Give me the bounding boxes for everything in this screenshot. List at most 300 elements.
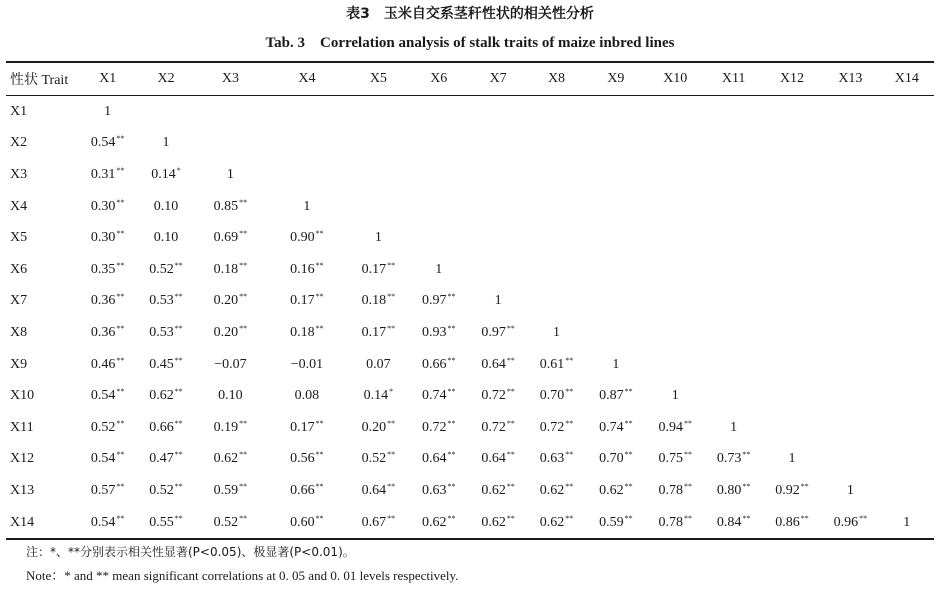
table-cell bbox=[586, 317, 646, 349]
cell-value: 0.64 bbox=[361, 482, 387, 498]
column-header-x9: X9 bbox=[607, 71, 625, 86]
row-label: X4 bbox=[10, 198, 28, 214]
table-cell bbox=[880, 96, 934, 128]
table-cell bbox=[137, 317, 195, 349]
table-cell bbox=[646, 128, 704, 160]
cell-value: 0.52 bbox=[361, 451, 387, 467]
table-cell bbox=[195, 128, 265, 160]
table-cell bbox=[137, 475, 195, 507]
table-cell bbox=[195, 412, 265, 444]
table-cell bbox=[409, 96, 469, 128]
table-cell bbox=[527, 317, 585, 349]
table-cell bbox=[266, 222, 349, 254]
table-cell bbox=[704, 412, 762, 444]
cell-value: 0.52 bbox=[90, 419, 116, 435]
cell-value: 1 bbox=[788, 451, 796, 467]
table-cell bbox=[137, 380, 195, 412]
table-row bbox=[6, 222, 934, 254]
significance-mark: ** bbox=[506, 450, 515, 460]
table-cell bbox=[646, 159, 704, 191]
cell-value: 0.63 bbox=[539, 451, 565, 467]
significance-mark: ** bbox=[315, 513, 324, 523]
table-cell bbox=[348, 380, 408, 412]
table-cell bbox=[195, 475, 265, 507]
cell-value: 0.57 bbox=[90, 482, 116, 498]
significance-mark: ** bbox=[624, 513, 633, 523]
cell-value: 0.62 bbox=[481, 482, 506, 498]
significance-mark: ** bbox=[506, 418, 515, 428]
cell-value: 0.59 bbox=[213, 482, 239, 498]
significance-mark: ** bbox=[624, 450, 633, 460]
table-cell bbox=[704, 380, 762, 412]
significance-mark: * bbox=[176, 165, 181, 175]
cell-value: 0.78 bbox=[658, 482, 683, 498]
table-row bbox=[6, 96, 934, 128]
cell-value: 1 bbox=[435, 261, 443, 277]
correlation-table bbox=[6, 61, 934, 540]
table-cell bbox=[586, 254, 646, 286]
significance-mark: ** bbox=[174, 450, 183, 460]
cell-value: 0.62 bbox=[539, 482, 565, 498]
table-cell bbox=[195, 507, 265, 540]
significance-mark: ** bbox=[116, 481, 125, 491]
cell-value: 0.72 bbox=[422, 419, 447, 435]
cell-value: 0.20 bbox=[213, 324, 239, 340]
cell-value: 0.78 bbox=[658, 514, 683, 530]
cell-value: 0.14 bbox=[363, 388, 389, 404]
table-cell bbox=[348, 159, 408, 191]
table-cell bbox=[763, 507, 821, 540]
table-row bbox=[6, 128, 934, 160]
table-cell bbox=[137, 222, 195, 254]
table-cell bbox=[195, 286, 265, 318]
significance-mark: ** bbox=[116, 165, 125, 175]
significance-mark: ** bbox=[387, 450, 396, 460]
cell-value: 0.18 bbox=[213, 261, 239, 277]
cell-value: 0.10 bbox=[153, 198, 179, 214]
significance-mark: ** bbox=[174, 387, 183, 397]
table-cell bbox=[527, 254, 585, 286]
table-cell bbox=[409, 349, 469, 381]
cell-value: 0.66 bbox=[149, 419, 174, 435]
table-cell bbox=[348, 349, 408, 381]
significance-mark: ** bbox=[174, 481, 183, 491]
significance-mark: ** bbox=[116, 418, 125, 428]
cell-value: 0.47 bbox=[149, 451, 174, 467]
table-cell bbox=[586, 380, 646, 412]
significance-mark: ** bbox=[447, 355, 456, 365]
cell-value: 0.74 bbox=[599, 419, 624, 435]
table-cell bbox=[348, 475, 408, 507]
significance-mark: ** bbox=[859, 513, 868, 523]
table-cell bbox=[646, 507, 704, 540]
table-cell bbox=[78, 349, 136, 381]
cell-value: 1 bbox=[903, 514, 911, 530]
table-cell bbox=[78, 159, 136, 191]
table-row bbox=[6, 159, 934, 191]
cell-value: 0.70 bbox=[539, 388, 565, 404]
table-cell bbox=[195, 317, 265, 349]
table-cell bbox=[469, 159, 527, 191]
significance-mark: ** bbox=[684, 513, 692, 523]
table-cell bbox=[763, 128, 821, 160]
table-cell bbox=[586, 159, 646, 191]
significance-mark: ** bbox=[447, 481, 456, 491]
significance-mark: ** bbox=[116, 323, 125, 333]
table-cell bbox=[763, 286, 821, 318]
table-cell bbox=[78, 191, 136, 223]
table-cell bbox=[821, 286, 879, 318]
cell-value: 0.52 bbox=[213, 514, 239, 530]
table-cell bbox=[527, 286, 585, 318]
cell-value: 0.85 bbox=[213, 198, 239, 214]
table-cell bbox=[880, 159, 934, 191]
cell-value: 0.36 bbox=[90, 324, 116, 340]
table-title-english: Tab. 3 Correlation analysis of stalk traits of maize inbred lines bbox=[265, 35, 675, 51]
table-cell bbox=[195, 380, 265, 412]
table-row bbox=[6, 286, 934, 318]
table-cell bbox=[409, 507, 469, 540]
table-cell bbox=[586, 444, 646, 476]
column-header-x5: X5 bbox=[369, 71, 387, 86]
significance-mark: ** bbox=[116, 513, 125, 523]
cell-value: 0.45 bbox=[149, 356, 174, 372]
table-cell bbox=[821, 317, 879, 349]
table-cell bbox=[266, 507, 349, 540]
cell-value: 0.74 bbox=[422, 388, 447, 404]
cell-value: 0.18 bbox=[361, 293, 387, 309]
table-cell bbox=[821, 191, 879, 223]
significance-mark: ** bbox=[387, 513, 396, 523]
cell-value: 1 bbox=[374, 230, 382, 246]
row-label: X3 bbox=[10, 166, 28, 182]
cell-value: 0.66 bbox=[422, 356, 447, 372]
table-cell bbox=[137, 191, 195, 223]
table-row bbox=[6, 507, 934, 540]
significance-mark: ** bbox=[447, 418, 456, 428]
table-body bbox=[6, 96, 934, 540]
cell-value: 0.62 bbox=[599, 482, 624, 498]
table-cell bbox=[821, 254, 879, 286]
table-cell bbox=[266, 191, 349, 223]
table-cell bbox=[469, 286, 527, 318]
row-label: X13 bbox=[10, 482, 35, 498]
significance-mark: ** bbox=[174, 260, 183, 270]
table-cell bbox=[646, 222, 704, 254]
table-cell bbox=[78, 317, 136, 349]
column-header-x3: X3 bbox=[221, 71, 239, 86]
significance-mark: ** bbox=[624, 481, 633, 491]
cell-value: 1 bbox=[612, 356, 620, 372]
cell-value: 0.30 bbox=[90, 198, 116, 214]
table-row bbox=[6, 380, 934, 412]
table-cell bbox=[348, 222, 408, 254]
significance-mark: ** bbox=[315, 418, 324, 428]
table-cell bbox=[586, 475, 646, 507]
table-cell bbox=[880, 349, 934, 381]
cell-value: 0.17 bbox=[361, 261, 387, 277]
significance-mark: ** bbox=[387, 323, 396, 333]
significance-mark: ** bbox=[315, 450, 324, 460]
cell-value: 0.36 bbox=[90, 293, 116, 309]
table-cell bbox=[821, 159, 879, 191]
table-cell bbox=[763, 96, 821, 128]
table-cell bbox=[586, 412, 646, 444]
table-cell bbox=[704, 349, 762, 381]
table-cell bbox=[704, 444, 762, 476]
significance-mark: ** bbox=[742, 481, 751, 491]
table-cell bbox=[646, 380, 704, 412]
cell-value: 0.62 bbox=[149, 388, 174, 404]
row-label: X11 bbox=[10, 419, 34, 435]
table-cell bbox=[527, 412, 585, 444]
table-cell bbox=[409, 254, 469, 286]
header-row bbox=[6, 62, 934, 96]
cell-value: 0.59 bbox=[599, 514, 624, 530]
table-cell bbox=[409, 159, 469, 191]
table-cell bbox=[586, 222, 646, 254]
table-title-chinese: 表3 玉米自交系茎秆性状的相关性分析 bbox=[346, 6, 594, 22]
significance-mark: ** bbox=[742, 450, 751, 460]
table-cell bbox=[646, 317, 704, 349]
table-cell bbox=[266, 349, 349, 381]
significance-mark: ** bbox=[565, 450, 574, 460]
significance-mark: ** bbox=[447, 387, 456, 397]
table-cell bbox=[78, 286, 136, 318]
table-cell bbox=[409, 380, 469, 412]
cell-value: 1 bbox=[303, 198, 311, 214]
cell-value: 0.54 bbox=[90, 451, 116, 467]
row-label: X7 bbox=[10, 293, 28, 309]
table-cell bbox=[409, 222, 469, 254]
cell-value: 0.62 bbox=[422, 514, 447, 530]
table-cell bbox=[348, 317, 408, 349]
cell-value: 1 bbox=[162, 135, 170, 151]
cell-value: 0.31 bbox=[90, 166, 116, 182]
significance-mark: ** bbox=[315, 292, 324, 302]
cell-value: 0.55 bbox=[149, 514, 174, 530]
cell-value: 0.52 bbox=[149, 261, 174, 277]
table-cell bbox=[137, 412, 195, 444]
table-cell bbox=[137, 444, 195, 476]
significance-mark: ** bbox=[116, 134, 125, 144]
table-cell bbox=[137, 128, 195, 160]
cell-value: 0.72 bbox=[481, 388, 506, 404]
table-cell bbox=[880, 475, 934, 507]
table-cell bbox=[469, 317, 527, 349]
table-cell bbox=[704, 128, 762, 160]
significance-mark: ** bbox=[684, 418, 692, 428]
cell-value: 0.14 bbox=[151, 166, 176, 182]
table-cell bbox=[137, 349, 195, 381]
significance-mark: ** bbox=[116, 292, 125, 302]
table-cell bbox=[78, 254, 136, 286]
significance-mark: ** bbox=[684, 450, 692, 460]
table-cell bbox=[348, 128, 408, 160]
significance-mark: ** bbox=[565, 387, 574, 397]
significance-mark: ** bbox=[174, 513, 183, 523]
cell-value: 1 bbox=[104, 103, 112, 119]
cell-value: 1 bbox=[226, 166, 234, 182]
table-cell bbox=[78, 96, 136, 128]
footnote-chinese: 注：*、**分别表示相关性显著(P<0.05)、极显著(P<0.01)。 bbox=[26, 545, 355, 559]
significance-mark: * bbox=[389, 387, 394, 397]
row-label: X12 bbox=[10, 451, 35, 467]
row-label: X9 bbox=[10, 356, 28, 372]
table-cell bbox=[527, 380, 585, 412]
table-cell bbox=[195, 191, 265, 223]
cell-value: 0.64 bbox=[422, 451, 447, 467]
significance-mark: ** bbox=[239, 481, 248, 491]
cell-value: 0.66 bbox=[290, 482, 315, 498]
table-cell bbox=[409, 191, 469, 223]
row-label: X6 bbox=[10, 261, 28, 277]
table-cell bbox=[704, 159, 762, 191]
table-cell bbox=[763, 349, 821, 381]
table-cell bbox=[880, 507, 934, 540]
significance-mark: ** bbox=[239, 323, 248, 333]
column-header-x8: X8 bbox=[547, 71, 566, 86]
table-cell bbox=[266, 128, 349, 160]
significance-mark: ** bbox=[315, 481, 324, 491]
significance-mark: ** bbox=[174, 418, 183, 428]
table-cell bbox=[409, 444, 469, 476]
table-cell bbox=[409, 317, 469, 349]
cell-value: 0.86 bbox=[775, 514, 800, 530]
table-cell bbox=[586, 286, 646, 318]
row-label: X14 bbox=[10, 514, 35, 530]
table-cell bbox=[880, 286, 934, 318]
table-cell bbox=[195, 222, 265, 254]
cell-value: 0.87 bbox=[599, 388, 624, 404]
cell-value: 0.46 bbox=[90, 356, 116, 372]
row-label: X2 bbox=[10, 135, 28, 151]
table-cell bbox=[348, 191, 408, 223]
table-cell bbox=[137, 507, 195, 540]
significance-mark: ** bbox=[447, 513, 456, 523]
table-cell bbox=[78, 412, 136, 444]
table-cell bbox=[409, 128, 469, 160]
cell-value: −0.01 bbox=[290, 356, 324, 372]
cell-value: 1 bbox=[671, 388, 679, 404]
table-cell bbox=[763, 222, 821, 254]
table-cell bbox=[821, 507, 879, 540]
significance-mark: ** bbox=[174, 292, 183, 302]
table-cell bbox=[266, 475, 349, 507]
table-cell bbox=[704, 475, 762, 507]
table-cell bbox=[646, 254, 704, 286]
cell-value: 0.18 bbox=[290, 324, 315, 340]
table-cell bbox=[137, 96, 195, 128]
cell-value: 0.94 bbox=[658, 419, 683, 435]
significance-mark: ** bbox=[800, 481, 809, 491]
significance-mark: ** bbox=[506, 513, 515, 523]
cell-value: 0.16 bbox=[290, 261, 315, 277]
significance-mark: ** bbox=[116, 260, 125, 270]
table-cell bbox=[704, 222, 762, 254]
table-cell bbox=[409, 475, 469, 507]
table-cell bbox=[880, 128, 934, 160]
significance-mark: ** bbox=[506, 387, 515, 397]
cell-value: 0.54 bbox=[90, 135, 116, 151]
table-cell bbox=[821, 222, 879, 254]
table-cell bbox=[469, 222, 527, 254]
correlation-table-container bbox=[6, 61, 934, 540]
cell-value: 0.17 bbox=[290, 419, 315, 435]
cell-value: 0.75 bbox=[658, 451, 683, 467]
table-cell bbox=[646, 444, 704, 476]
table-cell bbox=[763, 191, 821, 223]
table-cell bbox=[527, 96, 585, 128]
table-cell bbox=[646, 191, 704, 223]
table-row bbox=[6, 254, 934, 286]
cell-value: 0.63 bbox=[422, 482, 447, 498]
table-cell bbox=[527, 159, 585, 191]
significance-mark: ** bbox=[387, 481, 396, 491]
cell-value: 0.64 bbox=[481, 356, 506, 372]
cell-value: −0.07 bbox=[214, 356, 247, 372]
table-cell bbox=[586, 128, 646, 160]
significance-mark: ** bbox=[742, 513, 751, 523]
column-header-x2: X2 bbox=[157, 71, 175, 86]
cell-value: 0.54 bbox=[90, 514, 116, 530]
significance-mark: ** bbox=[174, 355, 183, 365]
table-cell bbox=[348, 444, 408, 476]
table-cell bbox=[821, 349, 879, 381]
table-cell bbox=[646, 96, 704, 128]
table-cell bbox=[527, 191, 585, 223]
table-cell bbox=[469, 507, 527, 540]
significance-mark: ** bbox=[565, 355, 574, 365]
table-row bbox=[6, 191, 934, 223]
table-cell bbox=[646, 412, 704, 444]
table-cell bbox=[586, 96, 646, 128]
table-cell bbox=[527, 222, 585, 254]
cell-value: 0.73 bbox=[716, 451, 742, 467]
column-header-x14: X14 bbox=[894, 71, 919, 86]
cell-value: 0.56 bbox=[290, 451, 315, 467]
column-header-x11: X11 bbox=[721, 71, 746, 86]
table-cell bbox=[137, 286, 195, 318]
cell-value: 1 bbox=[553, 324, 560, 340]
cell-value: 0.62 bbox=[539, 514, 565, 530]
table-cell bbox=[821, 412, 879, 444]
table-cell bbox=[763, 444, 821, 476]
table-cell bbox=[78, 380, 136, 412]
table-cell bbox=[469, 380, 527, 412]
significance-mark: ** bbox=[116, 450, 125, 460]
cell-value: 0.20 bbox=[213, 293, 239, 309]
table-cell bbox=[880, 191, 934, 223]
table-cell bbox=[763, 159, 821, 191]
significance-mark: ** bbox=[387, 292, 396, 302]
table-cell bbox=[880, 412, 934, 444]
row-label: X1 bbox=[10, 103, 28, 119]
table-cell bbox=[880, 444, 934, 476]
cell-value: 0.60 bbox=[290, 514, 315, 530]
table-cell bbox=[821, 444, 879, 476]
cell-value: 0.72 bbox=[481, 419, 506, 435]
table-row bbox=[6, 444, 934, 476]
significance-mark: ** bbox=[800, 513, 809, 523]
table-cell bbox=[266, 444, 349, 476]
table-cell bbox=[704, 507, 762, 540]
table-cell bbox=[527, 507, 585, 540]
table-cell bbox=[646, 286, 704, 318]
significance-mark: ** bbox=[116, 229, 125, 239]
cell-value: 0.62 bbox=[481, 514, 506, 530]
significance-mark: ** bbox=[506, 481, 515, 491]
